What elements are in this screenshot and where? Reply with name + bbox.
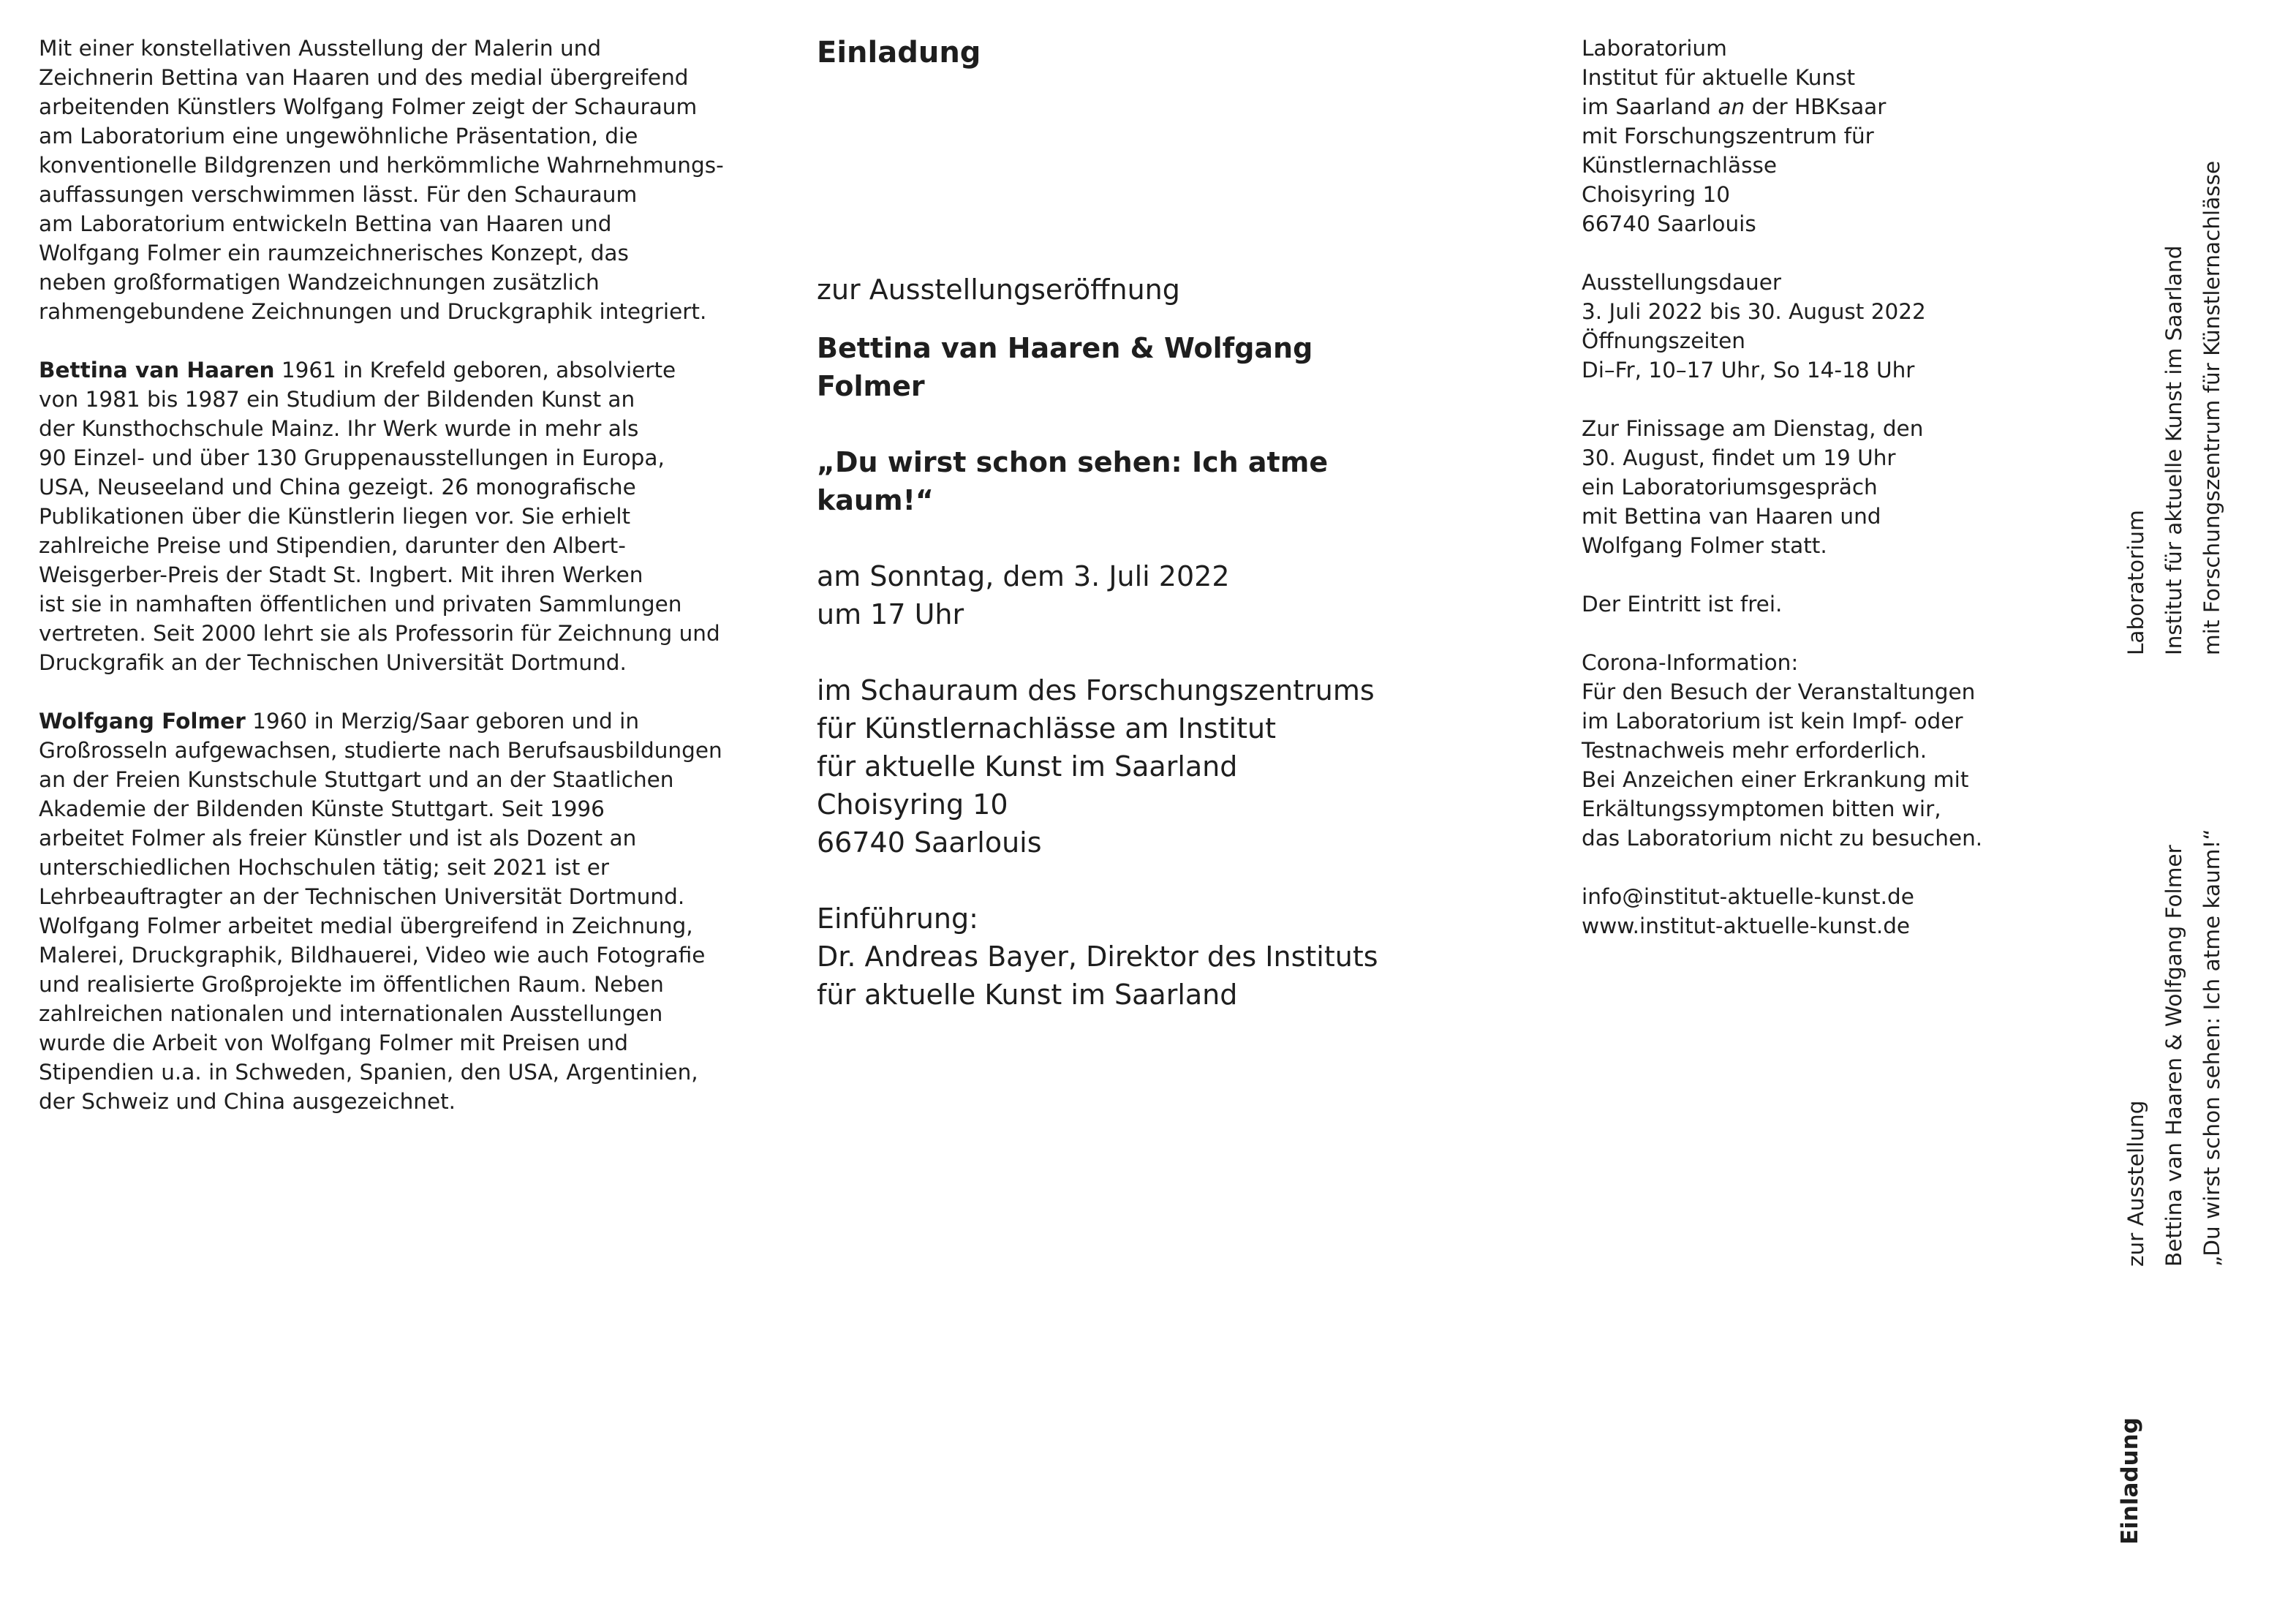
website-link[interactable]: www.institut-aktuelle-kunst.de <box>1582 913 1911 938</box>
email-link[interactable]: info@institut-aktuelle-kunst.de <box>1582 884 1914 909</box>
finissage-block: Zur Finissage am Dienstag, den 30. August, findet um 19 Uhr ein Laboratoriumsgespräch mit Bettina van Haaren und Wolfgang Folmer statt. <box>1582 416 1924 558</box>
address-block: Laboratorium Institut für aktuelle Kunst im Saarland an der HBKsaar mit Forschungszentrum für Künstlernachlässe Choisyring 10 66740 Saarlouis <box>1582 36 1887 236</box>
haaren-name: Bettina van Haaren <box>39 358 275 383</box>
dates-block: Ausstellungsdauer 3. Juli 2022 bis 30. August 2022 Öffnungszeiten Di–Fr, 10–17 Uhr, So 14-18 Uhr <box>1582 270 1926 383</box>
event-time: um 17 Uhr <box>817 598 964 630</box>
vertical-exhibition-block: zur Ausstellung Bettina van Haaren & Wolfgang Folmer „Du wirst schon sehen: Ich atme kaum!“ <box>2123 829 2224 1267</box>
invitation-title: Einladung <box>817 36 981 69</box>
invitation-column <box>817 34 1416 1014</box>
info-column <box>1582 34 2035 970</box>
left-column <box>39 34 724 1145</box>
folmer-name: Wolfgang Folmer <box>39 709 246 734</box>
intro-paragraph: Mit einer konstellativen Ausstellung der Malerin und Zeichnerin Bettina van Haaren und des medial übergreifend arbeitenden Künstlers Wolfgang Folmer zeigt der Schauraum am Laboratorium eine ungewöhnliche Präsentation, die konventionelle Bildgrenzen und herkömmliche Wahrnehmungs- auffassungen verschwimmen lässt. Für den Schauraum am Laboratorium entwickeln Bettina van Haaren und Wolfgang Folmer ein raumzeichnerisches Konzept, das neben großformatigen Wandzeichnungen zusätzlich rahmengebundene Zeichnungen und Druckgraphik integriert. <box>39 36 724 324</box>
corona-block: Corona-Information: Für den Besuch der Veranstaltungen im Laboratorium ist kein Impf- oder Testnachweis mehr erforderlich. Bei Anzeichen einer Erkrankung mit Erkältungssymptomen bitten wir, das Laboratorium nicht zu besuchen. <box>1582 650 1983 851</box>
venue-block: im Schauraum des Forschungszentrums für Künstlernachlässe am Institut für aktuelle Kunst im Saarland Choisyring 10 66740 Saarlouis <box>817 674 1375 859</box>
contact-block <box>1582 882 2035 941</box>
introduction-block: Einführung: Dr. Andreas Bayer, Direktor des Instituts für aktuelle Kunst im Saarland <box>817 903 1378 1011</box>
vertical-sender-block: Laboratorium Institut für aktuelle Kunst im Saarland mit Forschungszentrum für Künstlernachlässe <box>2123 160 2224 655</box>
vertical-invitation-label: Einladung <box>2117 1417 2143 1545</box>
entry-note: Der Eintritt ist frei. <box>1582 592 1783 617</box>
exhibition-title: „Du wirst schon sehen: Ich atme kaum!“ <box>817 446 1329 516</box>
event-date: am Sonntag, dem 3. Juli 2022 <box>817 560 1230 592</box>
opening-line: zur Ausstellungseröffnung <box>817 274 1180 306</box>
artists-line: Bettina van Haaren & Wolfgang Folmer <box>817 332 1313 402</box>
haaren-bio: Bettina van Haaren 1961 in Krefeld geboren, absolvierte von 1981 bis 1987 ein Studium der Bildenden Kunst an der Kunsthochschule Mainz. Ihr Werk wurde in mehr als 90 Einzel- und über 130 Gruppenausstellungen in Europa, USA, Neuseeland und China gezeigt. 26 monografische Publikationen über die Künstlerin liegen vor. Sie erhielt zahlreiche Preise und Stipendien, darunter den Albert- Weisgerber-Preis der Stadt St. Ingbert. Mit ihren Werken ist sie in namhaften öffentlichen und privaten Sammlungen vertreten. Seit 2000 lehrt sie als Professorin für Zeichnung und Druckgrafik an der Technischen Universität Dortmund. <box>39 358 720 675</box>
folmer-bio: Wolfgang Folmer 1960 in Merzig/Saar geboren und in Großrosseln aufgewachsen, studierte nach Berufsausbildungen an der Freien Kunstschule Stuttgart und an der Staatlichen Akademie der Bildenden Künste Stuttgart. Seit 1996 arbeitet Folmer als freier Künstler und ist als Dozent an unterschiedlichen Hochschulen tätig; seit 2021 ist er Lehrbeauftragter an der Technischen Universität Dortmund. Wolfgang Folmer arbeitet medial übergreifend in Zeichnung, Malerei, Druckgraphik, Bildhauerei, Video wie auch Fotografie und realisierte Großprojekte im öffentlichen Raum. Neben zahlreichen nationalen und internationalen Ausstellungen wurde die Arbeit von Wolfgang Folmer mit Preisen und Stipendien u.a. in Schweden, Spanien, den USA, Argentinien, der Schweiz und China ausgezeichnet. <box>39 709 722 1114</box>
